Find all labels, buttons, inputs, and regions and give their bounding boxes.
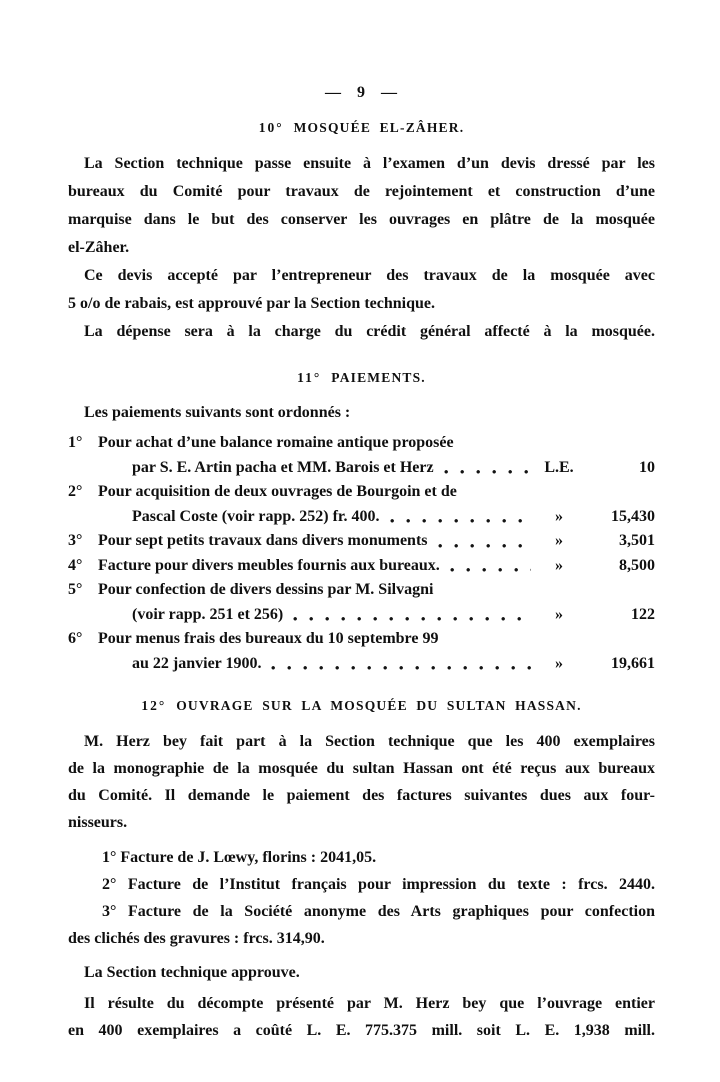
payment-currency: » xyxy=(555,532,563,549)
payment-amount: 15,430 xyxy=(611,507,655,525)
invoice-item-2 xyxy=(68,871,655,898)
payment-item-text: Pour menus frais des bureaux du 10 septembre 99 xyxy=(98,630,439,647)
text-line: des clichés des gravures : frcs. 314,90. xyxy=(68,930,325,947)
invoice-item-1 xyxy=(68,844,655,871)
section-11-number: 11° xyxy=(297,370,322,385)
payment-row-line xyxy=(68,480,655,505)
payment-row-line xyxy=(68,652,655,677)
page-number: — 9 — xyxy=(325,84,398,101)
payment-item-text: Pour acquisition de deux ouvrages de Bourgoin et de xyxy=(98,483,457,500)
text-line: 2° Facture de l’Institut français pour impression du texte : frcs. 2440. xyxy=(102,876,655,893)
payment-row-line xyxy=(68,627,655,652)
payment-amount: 10 xyxy=(639,458,655,476)
text-line: 3° Facture de la Société anonyme des Arts graphiques pour confection xyxy=(102,903,655,920)
text-line: du Comité. Il demande le paiement des factures suivantes dues aux four- xyxy=(68,787,655,804)
section-10-paragraph-2 xyxy=(68,262,655,318)
payment-item-text: au 22 janvier 1900. xyxy=(132,654,262,672)
payment-item-text: Pour confection de divers dessins par M. Silvagni xyxy=(98,581,434,598)
approval-line: La Section technique approuve. xyxy=(84,964,300,981)
text-line: M. Herz bey fait part à la Section technique que les 400 exemplaires xyxy=(84,733,655,750)
payment-currency: » xyxy=(555,654,563,672)
text-line: nisseurs. xyxy=(68,814,128,831)
text-line: Il résulte du décompte présenté par M. Herz bey que l’ouvrage entier xyxy=(84,995,655,1012)
section-12-paragraph-2 xyxy=(68,990,655,1044)
payment-item-number: 6° xyxy=(68,630,83,647)
payment-item-text: (voir rapp. 251 et 256) xyxy=(132,605,284,623)
payment-row-line xyxy=(68,603,655,628)
payment-amount: 8,500 xyxy=(619,556,655,574)
dot-leader xyxy=(293,616,531,622)
payment-row-line xyxy=(68,578,655,603)
payment-item-text: Facture pour divers meubles fournis aux bureaux. xyxy=(98,556,440,574)
text-line: Ce devis accepté par l’entrepreneur des travaux de la mosquée avec xyxy=(84,267,655,284)
payment-row-line xyxy=(68,456,655,481)
payment-item-text: Pour achat d’une balance romaine antique proposée xyxy=(98,434,454,451)
payment-amount: 122 xyxy=(631,605,655,623)
payment-item-number: 2° xyxy=(68,483,83,500)
text-line: marquise dans le but des conserver les ouvrages en plâtre de la mosquée xyxy=(68,211,655,228)
section-12-heading xyxy=(68,698,655,714)
text-line: 5 o/o de rabais, est approuvé par la Section technique. xyxy=(68,295,435,312)
payment-currency: » xyxy=(555,556,563,574)
payment-row-line xyxy=(68,529,655,554)
text-line: 1° Facture de J. Lœwy, florins : 2041,05. xyxy=(102,849,377,866)
payment-currency: » xyxy=(555,605,563,623)
payment-item-text: Pour sept petits travaux dans divers monuments xyxy=(98,532,428,549)
payment-currency: L.E. xyxy=(544,458,574,476)
text-line: en 400 exemplaires a coûté L. E. 775.375 mill. soit L. E. 1,938 mill. xyxy=(68,1022,655,1039)
payment-currency: » xyxy=(555,507,563,525)
dot-leader xyxy=(390,518,531,524)
payment-item-text: par S. E. Artin pacha et MM. Barois et Herz xyxy=(132,458,434,476)
section-10-heading xyxy=(68,120,655,136)
dot-leader xyxy=(450,567,531,573)
text-line: La Section technique passe ensuite à l’examen d’un devis dressé par les xyxy=(84,155,655,172)
text-line: el-Zâher. xyxy=(68,239,130,256)
payment-item-number: 3° xyxy=(68,532,83,549)
payment-row-line xyxy=(68,431,655,456)
payment-amount: 3,501 xyxy=(619,532,655,549)
text-line: de la monographie de la mosquée du sultan Hassan ont été reçus aux bureaux xyxy=(68,760,655,777)
payments-list xyxy=(68,431,655,676)
section-12-paragraph-1 xyxy=(68,728,655,836)
dot-leader xyxy=(438,543,532,549)
section-11-title: PAIEMENTS. xyxy=(331,370,426,385)
section-12-title: OUVRAGE SUR LA MOSQUÉE DU SULTAN HASSAN. xyxy=(176,698,582,713)
text-line: La dépense sera à la charge du crédit général affecté à la mosquée. xyxy=(84,323,655,340)
payment-item-number: 5° xyxy=(68,581,83,598)
section-10-paragraph-3 xyxy=(68,318,655,346)
payment-row-line xyxy=(68,505,655,530)
section-10-title: MOSQUÉE EL-ZÂHER. xyxy=(293,120,465,135)
payment-row-line xyxy=(68,554,655,579)
invoice-item-3 xyxy=(68,898,655,952)
dot-leader xyxy=(444,469,531,475)
payment-amount: 19,661 xyxy=(611,654,655,672)
payment-item-text: Pascal Coste (voir rapp. 252) fr. 400. xyxy=(132,507,380,525)
text-line: bureaux du Comité pour travaux de rejointement et construction d’une xyxy=(68,183,655,200)
section-10-number: 10° xyxy=(258,120,284,135)
payments-intro: Les paiements suivants sont ordonnés : xyxy=(84,404,351,421)
section-10-paragraph-1 xyxy=(68,150,655,262)
section-12-number: 12° xyxy=(141,698,167,713)
payment-item-number: 4° xyxy=(68,556,83,574)
dot-leader xyxy=(271,665,531,671)
section-11-heading xyxy=(68,370,655,386)
payment-item-number: 1° xyxy=(68,434,83,451)
